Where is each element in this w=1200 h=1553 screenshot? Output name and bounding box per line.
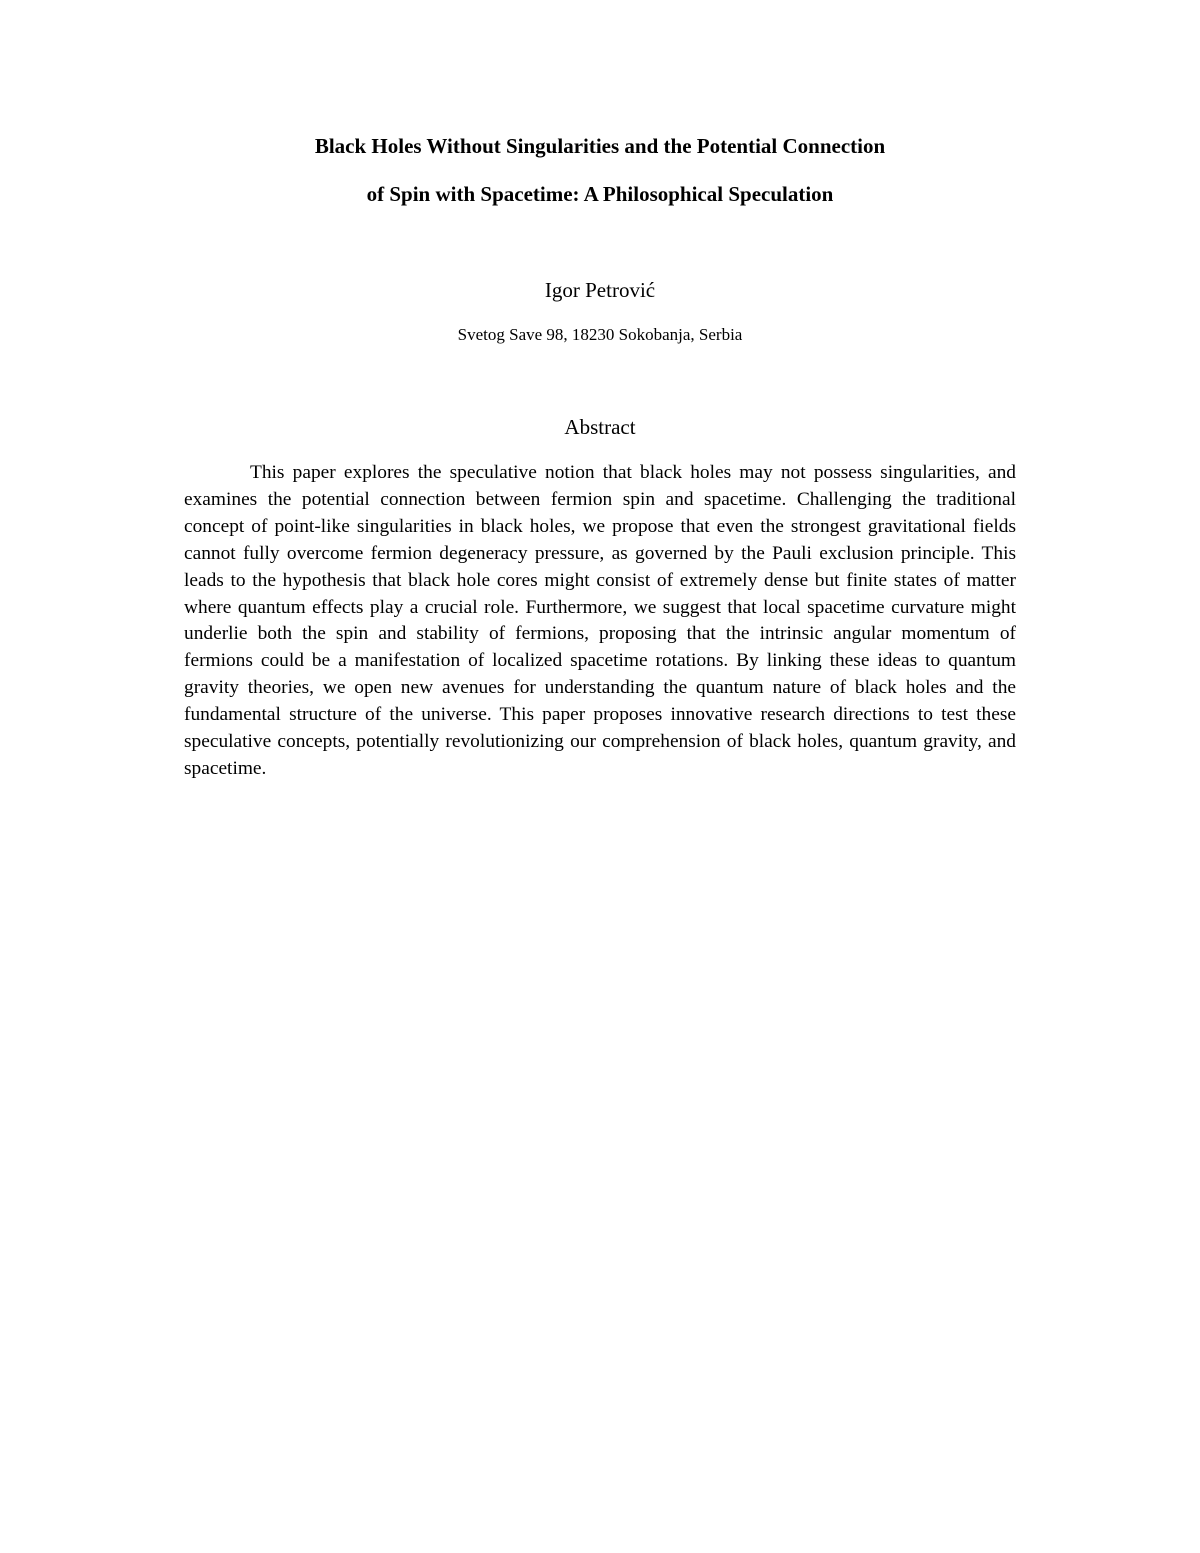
paper-title-line-1: Black Holes Without Singularities and the Potential Connection xyxy=(314,134,886,158)
paper-title-line-2: of Spin with Spacetime: A Philosophical Speculation xyxy=(366,182,834,206)
author-name: Igor Petrović xyxy=(544,278,656,302)
author-affiliation: Svetog Save 98, 18230 Sokobanja, Serbia xyxy=(457,325,743,344)
abstract-text: This paper explores the speculative notion that black holes may not possess singularities, and examines the potential connection between fermion spin and spacetime. Challenging the traditional concept of point-like singularities in black holes, we propose that even the strongest gravitational fields cannot fully overcome fermion degeneracy pressure, as governed by the Pauli exclusion principle. This leads to the hypothesis that black hole cores might consist of extremely dense but finite states of matter where quantum effects play a crucial role. Furthermore, we suggest that local spacetime curvature might underlie both the spin and stability of fermions, proposing that the intrinsic angular momentum of fermions could be a manifestation of localized spacetime rotations. By linking these ideas to quantum gravity theories, we open new avenues for understanding the quantum nature of black holes and the fundamental structure of the universe. This paper proposes innovative research directions to test these speculative concepts, potentially revolutionizing our comprehension of black holes, quantum gravity, and spacetime. xyxy=(184,462,1016,779)
abstract-heading: Abstract xyxy=(564,415,636,439)
